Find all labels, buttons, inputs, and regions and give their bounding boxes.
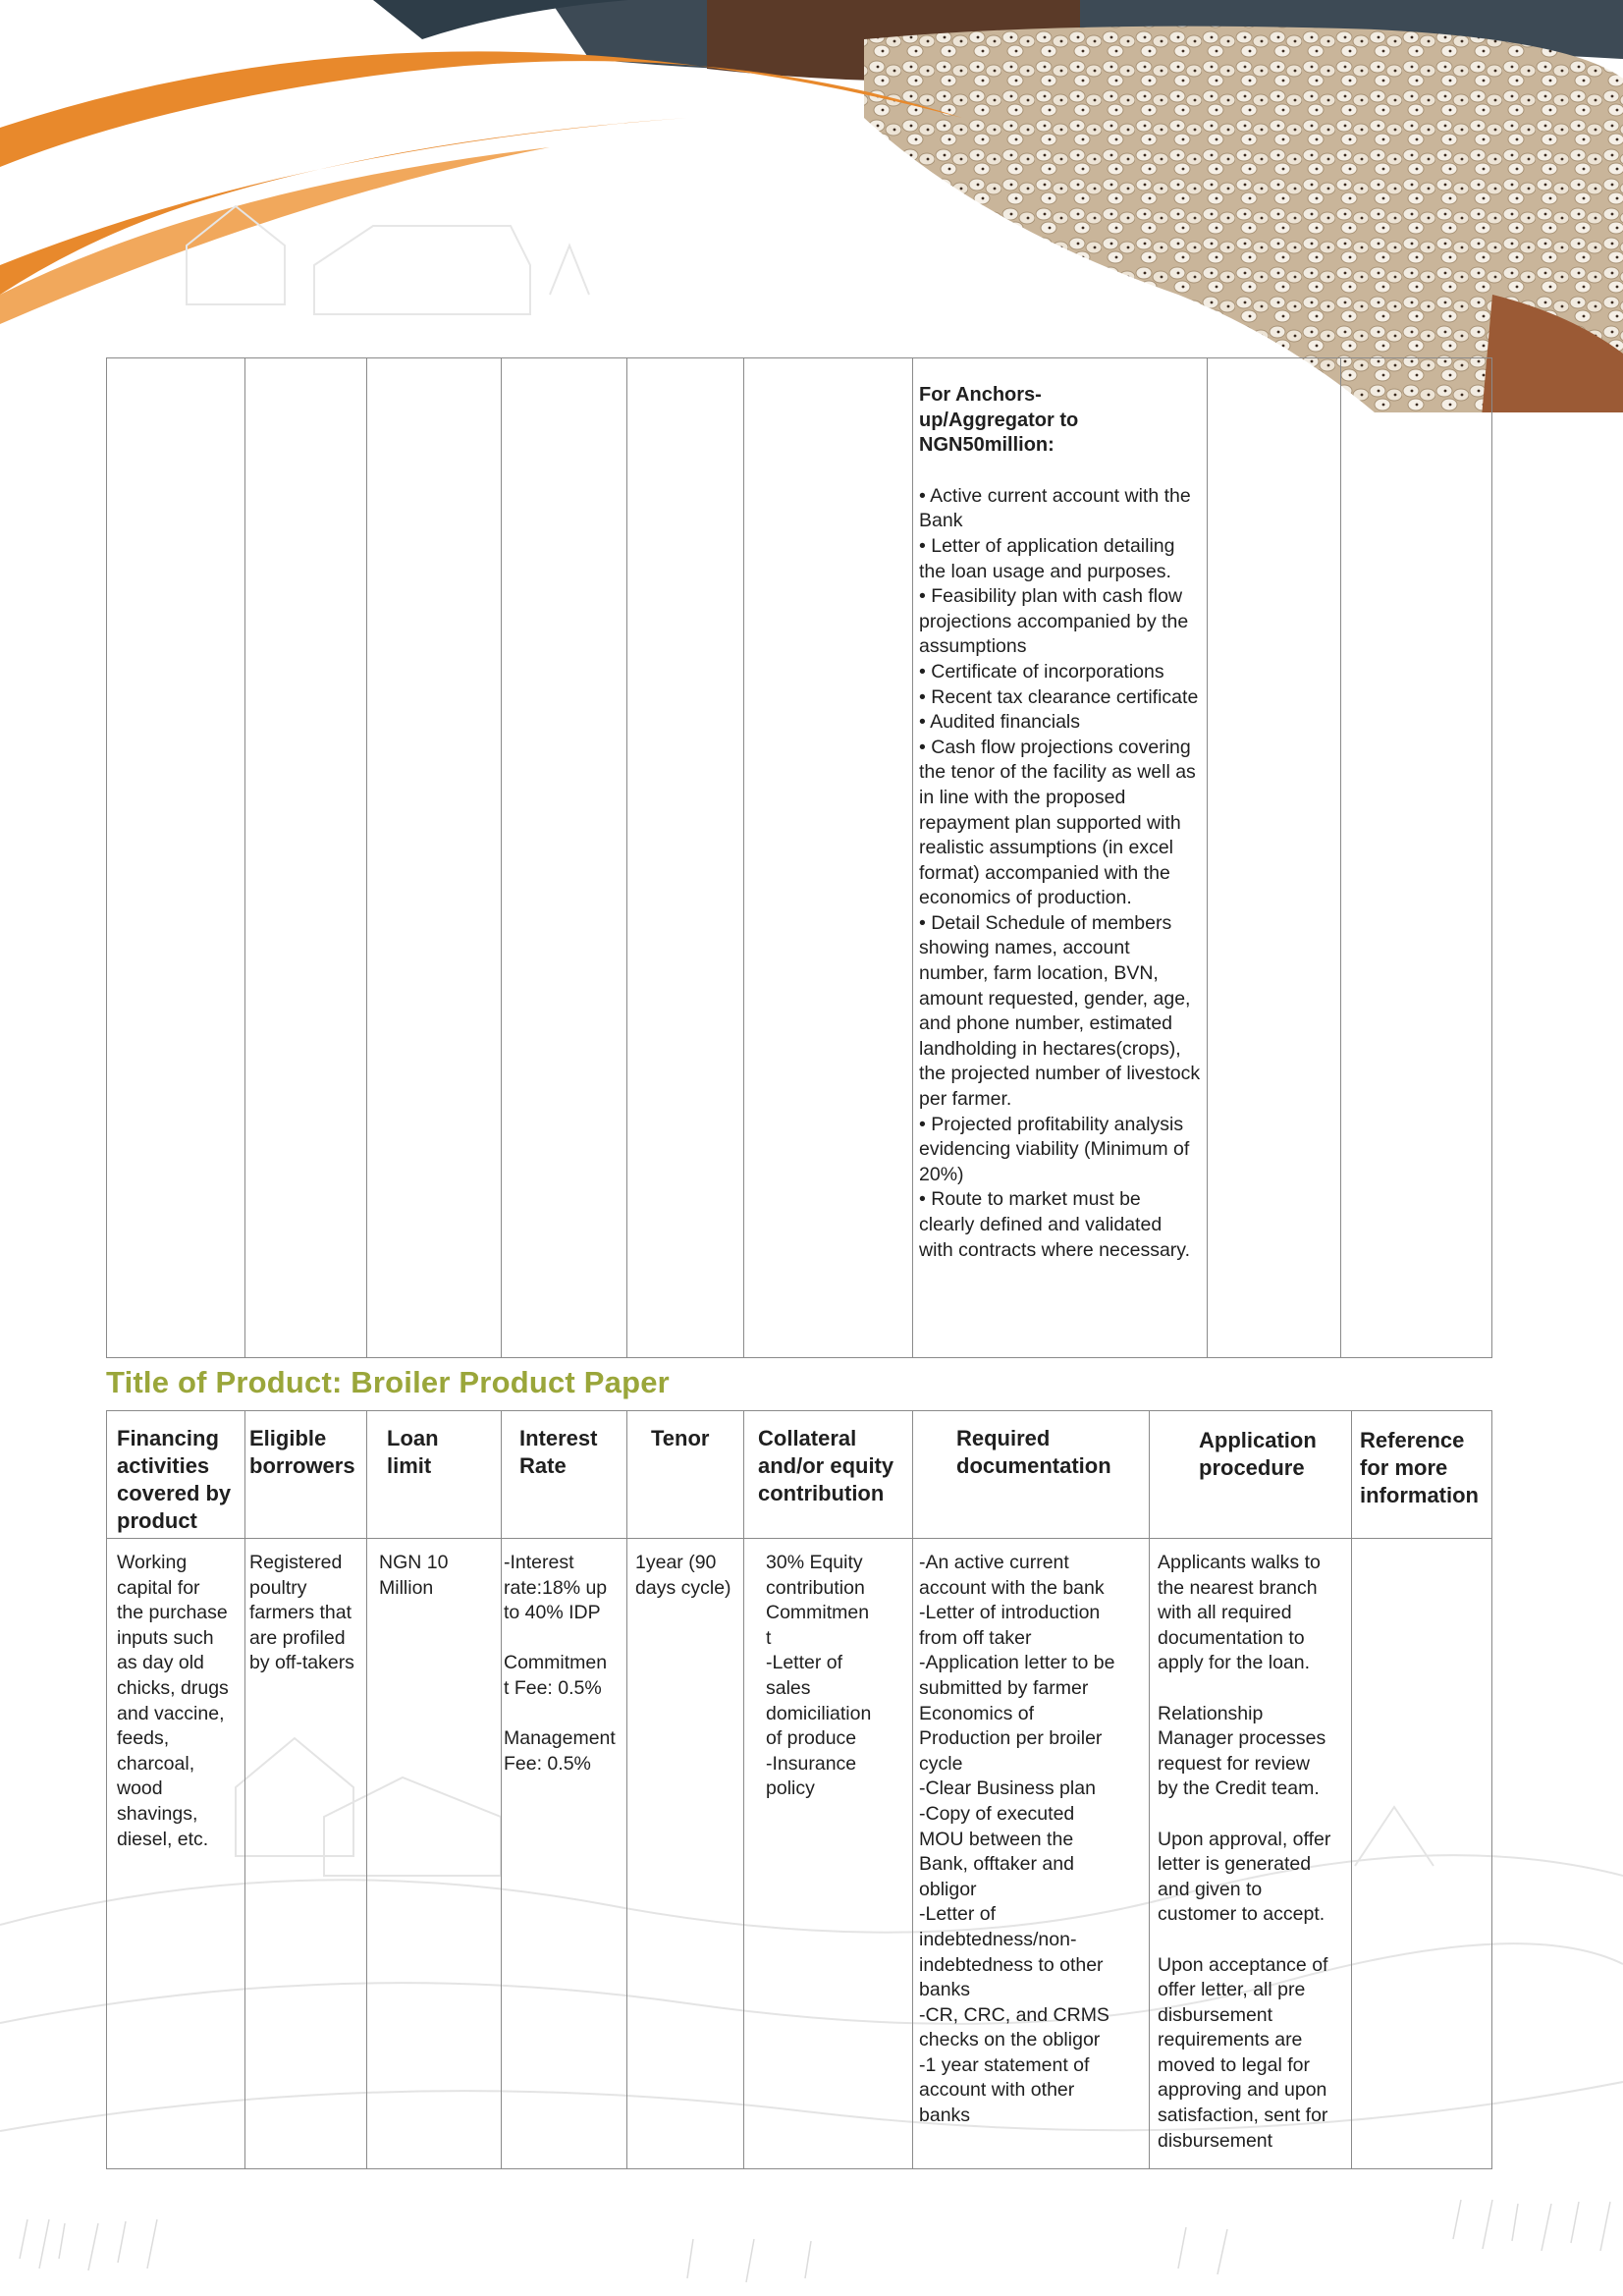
- anchors-requirements-table: [106, 357, 1492, 1358]
- header-reference: Reference for more information: [1352, 1411, 1492, 1539]
- product-title: Title of Product: Broiler Product Paper: [106, 1365, 670, 1399]
- list-item: • Detail Schedule of members showing names, account number, farm location, BVN, amount requested, gender, age, and phone number, estimated landholding in hectares(crops), the projected number of livestock per farmer.: [919, 911, 1201, 1111]
- anchors-documentation-cell: [913, 358, 1208, 1358]
- empty-cell: [627, 358, 744, 1358]
- collateral-cell: [744, 1539, 913, 2169]
- anchors-heading: For Anchors- up/Aggregator to NGN50million:: [919, 384, 1079, 457]
- tenor-cell: [627, 1539, 744, 2169]
- interest-text: -Interest rate:18% up to 40% IDP Commitmen t Fee: 0.5% Management Fee: 0.5%: [504, 1552, 616, 1775]
- loan-limit-cell: [367, 1539, 502, 2169]
- tenor-text: 1year (90 days cycle): [635, 1552, 731, 1599]
- documentation-text: -An active current account with the bank -Letter of introduction from off taker -Application letter to be submitted by farmer Economics of Production per broiler cycle -Clear Business plan -Copy of executed MOU between the Bank, offtaker and obligor -Letter of indebtedness/non- indebtedness to other banks -CR, CRC, and CRMS checks on the obligor -1 year statement of account with other banks: [919, 1552, 1115, 2127]
- procedure-text: Applicants walks to the nearest branch with all required documentation to apply for the loan. Relationship Manager processes request for review by the Credit team. Upon approval, offer letter is generated and given to customer to accept. Upon acceptance of offer letter, all pre disbursement requirements are moved to legal for approving and upon satisfaction, sent for disbursement: [1158, 1552, 1331, 2152]
- list-item: • Feasibility plan with cash flow projections accompanied by the assumptions: [919, 585, 1189, 658]
- list-item: • Cash flow projections covering the tenor of the facility as well as in line with the proposed repayment plan supported with realistic assumptions (in excel format) accompanied with the economics of production.: [919, 736, 1196, 909]
- list-item: • Projected profitability analysis evidencing viability (Minimum of 20%): [919, 1113, 1190, 1185]
- financing-text: Working capital for the purchase inputs such as day old chicks, drugs and vaccine, feeds, charcoal, wood shavings, diesel, etc.: [117, 1552, 229, 1850]
- header-documentation: Required documentation: [913, 1411, 1150, 1539]
- empty-cell: [245, 358, 367, 1358]
- list-item: • Active current account with the Bank: [919, 484, 1191, 532]
- empty-cell: [367, 358, 502, 1358]
- empty-cell: [502, 358, 627, 1358]
- reference-cell: [1352, 1539, 1492, 2169]
- list-item: • Route to market must be clearly defined and validated with contracts where necessary.: [919, 1188, 1190, 1261]
- header-financing: Financing activities covered by product: [107, 1411, 245, 1539]
- empty-cell: [1208, 358, 1341, 1358]
- list-item: • Recent tax clearance certificate: [919, 685, 1199, 708]
- header-tenor: Tenor: [627, 1411, 744, 1539]
- list-item: • Certificate of incorporations: [919, 660, 1164, 683]
- loan-limit-text: NGN 10 Million: [379, 1552, 449, 1599]
- requirements-list: [919, 484, 1201, 1263]
- interest-cell: [502, 1539, 627, 2169]
- eligible-text: Registered poultry farmers that are profiled by off-takers: [249, 1552, 354, 1674]
- collateral-text: 30% Equity contribution Commitmen t -Letter of sales domiciliation of produce -Insurance policy: [766, 1552, 872, 1800]
- empty-cell: [107, 358, 245, 1358]
- eligible-cell: [245, 1539, 367, 2169]
- header-interest: Interest Rate: [502, 1411, 627, 1539]
- empty-cell: [1341, 358, 1492, 1358]
- header-collateral: Collateral and/or equity contribution: [744, 1411, 913, 1539]
- list-item: • Letter of application detailing the loan usage and purposes.: [919, 534, 1175, 582]
- header-eligible: Eligible borrowers: [245, 1411, 367, 1539]
- header-procedure: Application procedure: [1150, 1411, 1352, 1539]
- financing-cell: [107, 1539, 245, 2169]
- broiler-product-table: [106, 1410, 1492, 2169]
- header-artwork: [0, 0, 1623, 412]
- documentation-cell: [913, 1539, 1150, 2169]
- procedure-cell: [1150, 1539, 1352, 2169]
- header-loan-limit: Loan limit: [367, 1411, 502, 1539]
- empty-cell: [744, 358, 913, 1358]
- list-item: • Audited financials: [919, 711, 1081, 734]
